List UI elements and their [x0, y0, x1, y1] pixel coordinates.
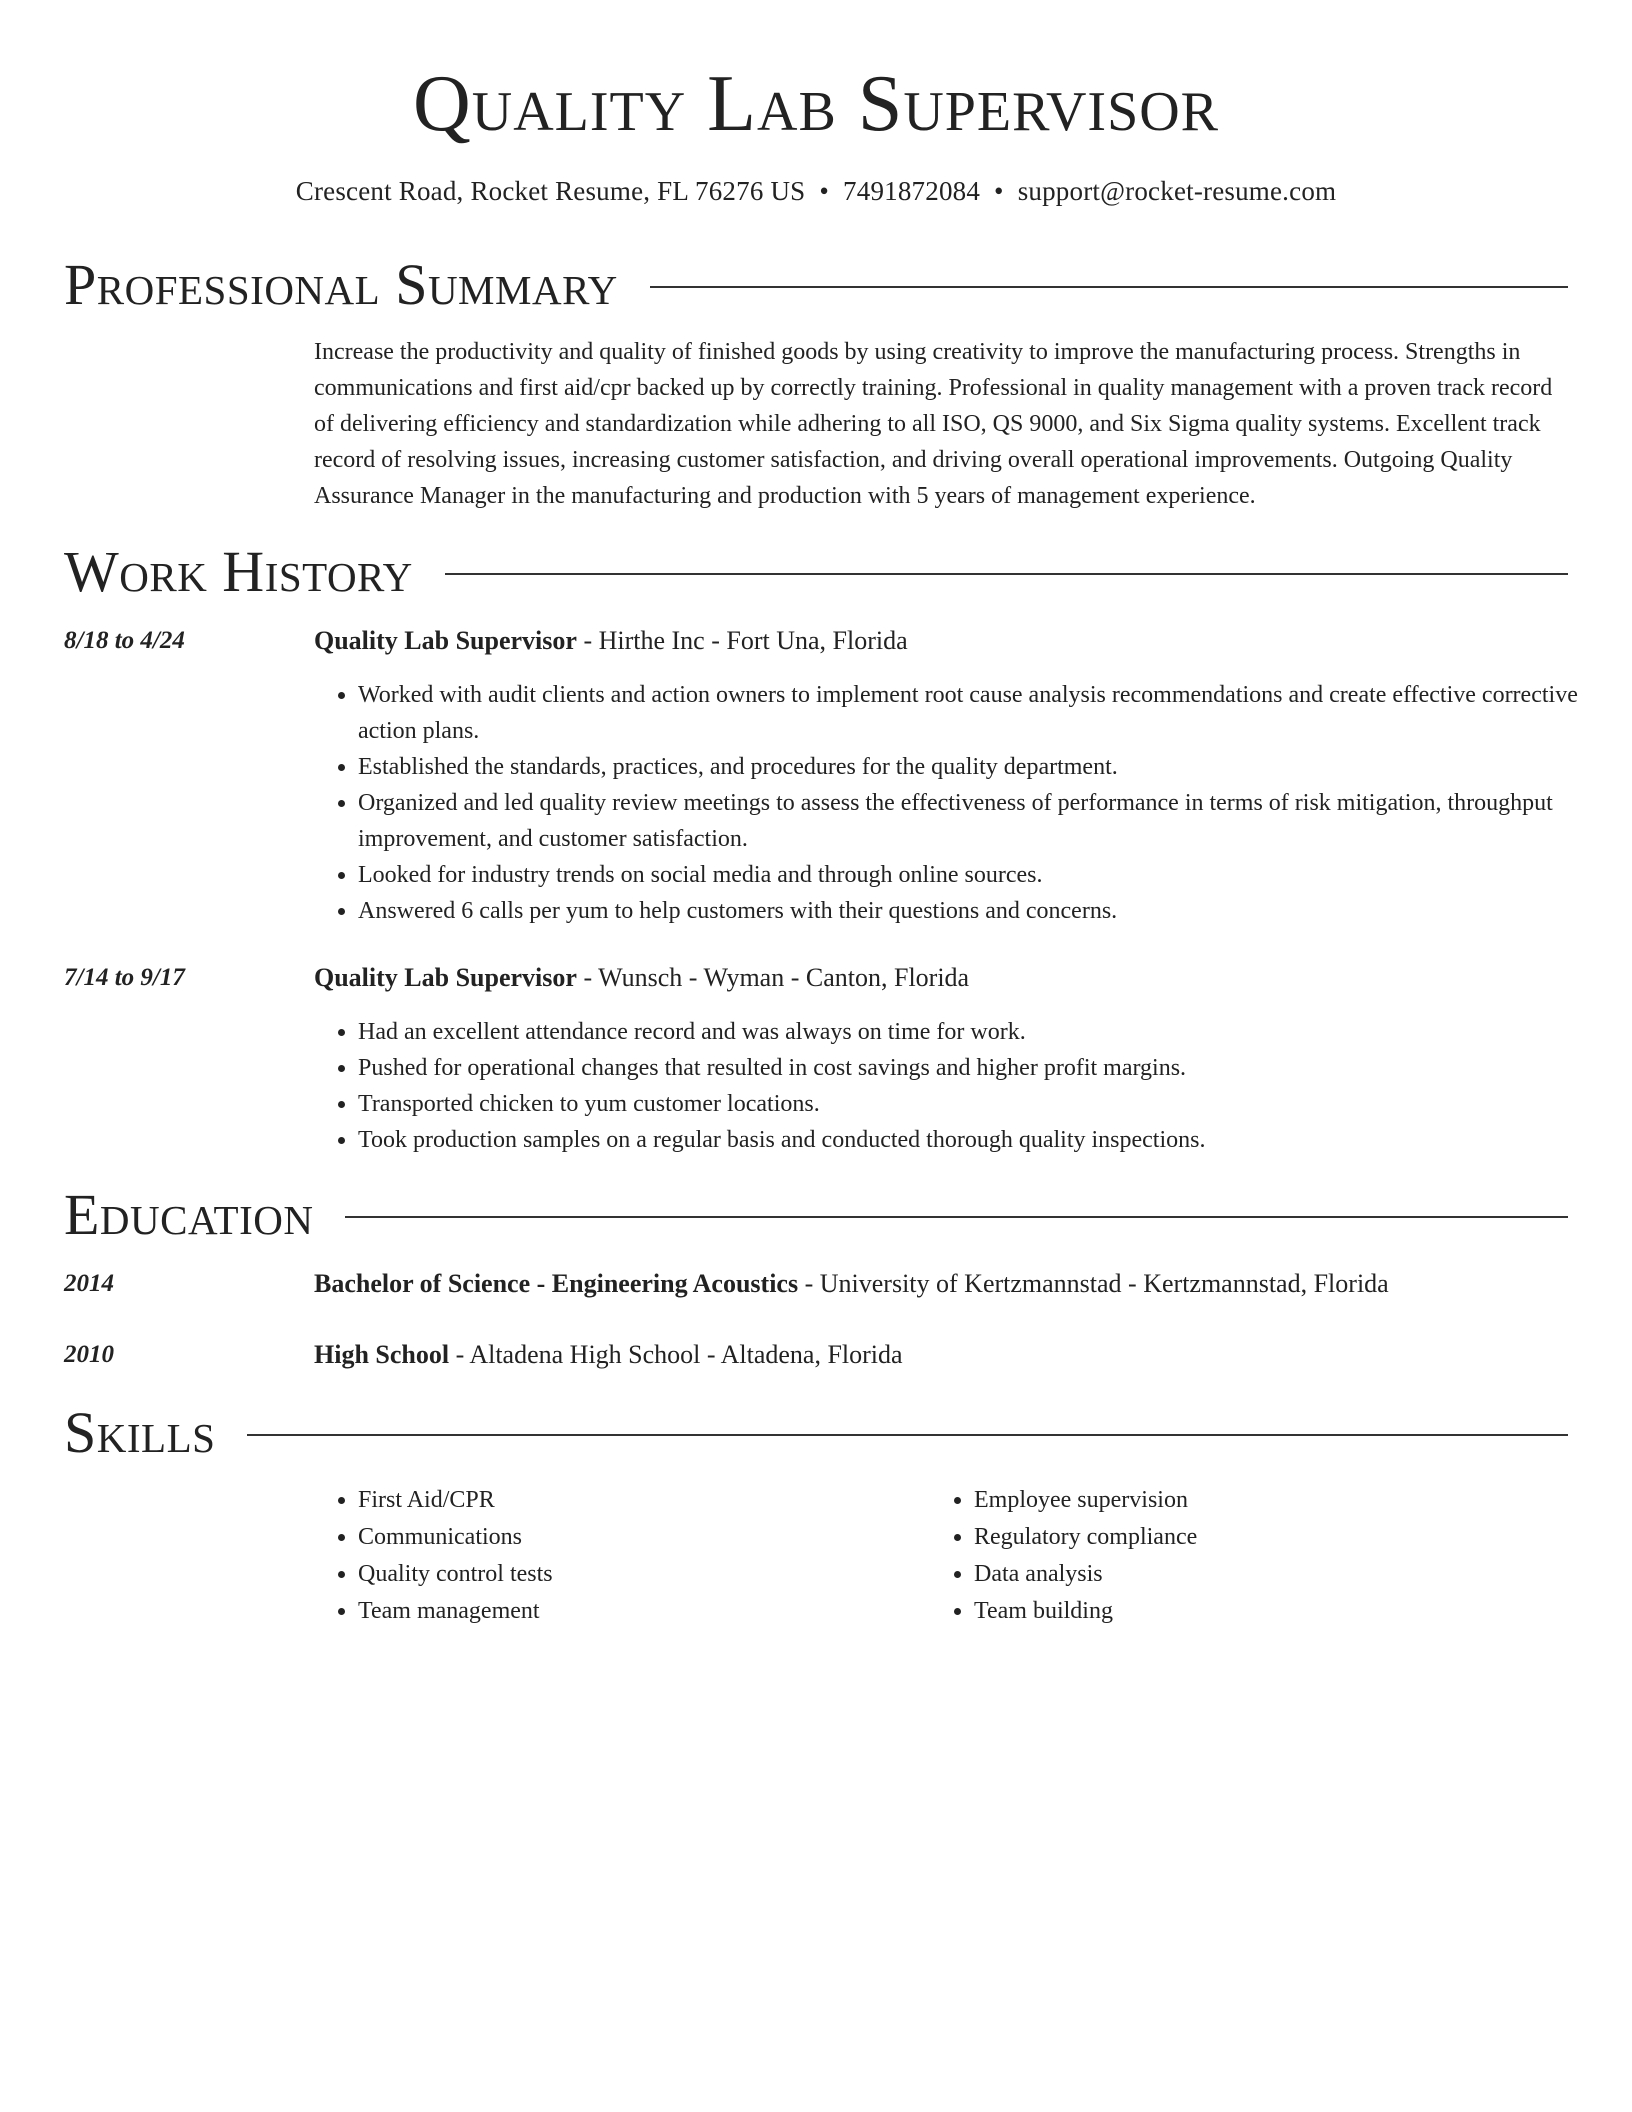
- contact-address: Crescent Road, Rocket Resume, FL 76276 US: [295, 176, 806, 206]
- summary-heading: Professional Summary: [64, 252, 618, 317]
- resume-name: Quality Lab Supervisor: [413, 60, 1219, 148]
- list-item: • Had an excellent attendance record and was always on time for work.: [358, 1014, 1618, 1050]
- job-title: Quality Lab Supervisor: [314, 963, 577, 992]
- contact-separator: •: [819, 176, 830, 206]
- skill-item: • Employee supervision: [974, 1482, 1534, 1519]
- education-year: 2014: [64, 1270, 114, 1297]
- list-item: • Established the standards, practices, and procedures for the quality department.: [358, 749, 1618, 785]
- skill-item: • Data analysis: [974, 1556, 1534, 1593]
- section-divider: [247, 1434, 1568, 1436]
- job-bullets: [314, 677, 1618, 929]
- education-entry: [314, 1337, 1574, 1373]
- skill-item: • Quality control tests: [358, 1556, 918, 1593]
- summary-text: Increase the productivity and quality of finished goods by using creativity to improve the manufacturing process. Strengths in communications and first aid/cpr backed up by correctly training. Professional in quality management with a proven track record of delivering efficiency and standardization while adhering to all ISO, QS 9000, and Six Sigma quality systems. Excellent track record of resolving issues, increasing customer satisfaction, and driving overall operational improvements. Outgoing Quality Assurance Manager in the manufacturing and production with 5 years of management experience.: [314, 339, 1553, 509]
- education-degree: High School: [314, 1340, 450, 1369]
- education-heading: Education: [64, 1182, 314, 1247]
- education-details: - Altadena High School - Altadena, Florida: [449, 1340, 903, 1369]
- list-item: • Looked for industry trends on social media and through online sources.: [358, 857, 1618, 893]
- skill-item: • Communications: [358, 1519, 918, 1556]
- work-heading: Work History: [64, 539, 413, 604]
- job-dates: 7/14 to 9/17: [64, 964, 185, 991]
- list-item: • Worked with audit clients and action owners to implement root cause analysis recommendations and create effective corrective action plans.: [358, 677, 1618, 749]
- job-details: - Hirthe Inc - Fort Una, Florida: [576, 626, 908, 655]
- skill-item: • Regulatory compliance: [974, 1519, 1534, 1556]
- skills-heading: Skills: [64, 1400, 216, 1465]
- education-degree: Bachelor of Science - Engineering Acoustics: [314, 1269, 799, 1298]
- list-item: • Answered 6 calls per yum to help customers with their questions and concerns.: [358, 893, 1618, 929]
- contact-line: [0, 174, 1632, 208]
- list-item: • Pushed for operational changes that resulted in cost savings and higher profit margins.: [358, 1050, 1618, 1086]
- education-section-header: [64, 1180, 1568, 1250]
- section-divider: [650, 286, 1568, 288]
- job-title-line: [314, 960, 1574, 996]
- job-details: - Wunsch - Wyman - Canton, Florida: [576, 963, 970, 992]
- list-item: • Transported chicken to yum customer locations.: [358, 1086, 1618, 1122]
- education-year: 2010: [64, 1341, 114, 1368]
- contact-separator: •: [994, 176, 1004, 206]
- list-item: • Took production samples on a regular basis and conducted thorough quality inspections.: [358, 1122, 1618, 1158]
- contact-phone: 7491872084: [843, 176, 981, 206]
- job-title-line: [314, 623, 1574, 659]
- section-divider: [445, 573, 1568, 575]
- skill-item: • Team building: [974, 1593, 1534, 1630]
- list-item: • Organized and led quality review meetings to assess the effectiveness of performance in terms of risk mitigation, throughput improvement, and customer satisfaction.: [358, 785, 1618, 857]
- skills-list-right: [930, 1482, 1534, 1630]
- skill-item: • Team management: [358, 1593, 918, 1630]
- skills-list-left: [314, 1482, 918, 1630]
- job-dates: 8/18 to 4/24: [64, 627, 185, 654]
- job-bullets: [314, 1014, 1618, 1158]
- education-details: - University of Kertzmannstad - Kertzmannstad, Florida: [798, 1269, 1389, 1298]
- education-entry: [314, 1266, 1574, 1302]
- contact-email: support@rocket-resume.com: [1017, 176, 1337, 206]
- skills-section-header: [64, 1398, 1568, 1468]
- skill-item: • First Aid/CPR: [358, 1482, 918, 1519]
- section-divider: [345, 1216, 1568, 1218]
- summary-section-header: [64, 250, 1568, 320]
- work-section-header: [64, 537, 1568, 607]
- job-title: Quality Lab Supervisor: [314, 626, 577, 655]
